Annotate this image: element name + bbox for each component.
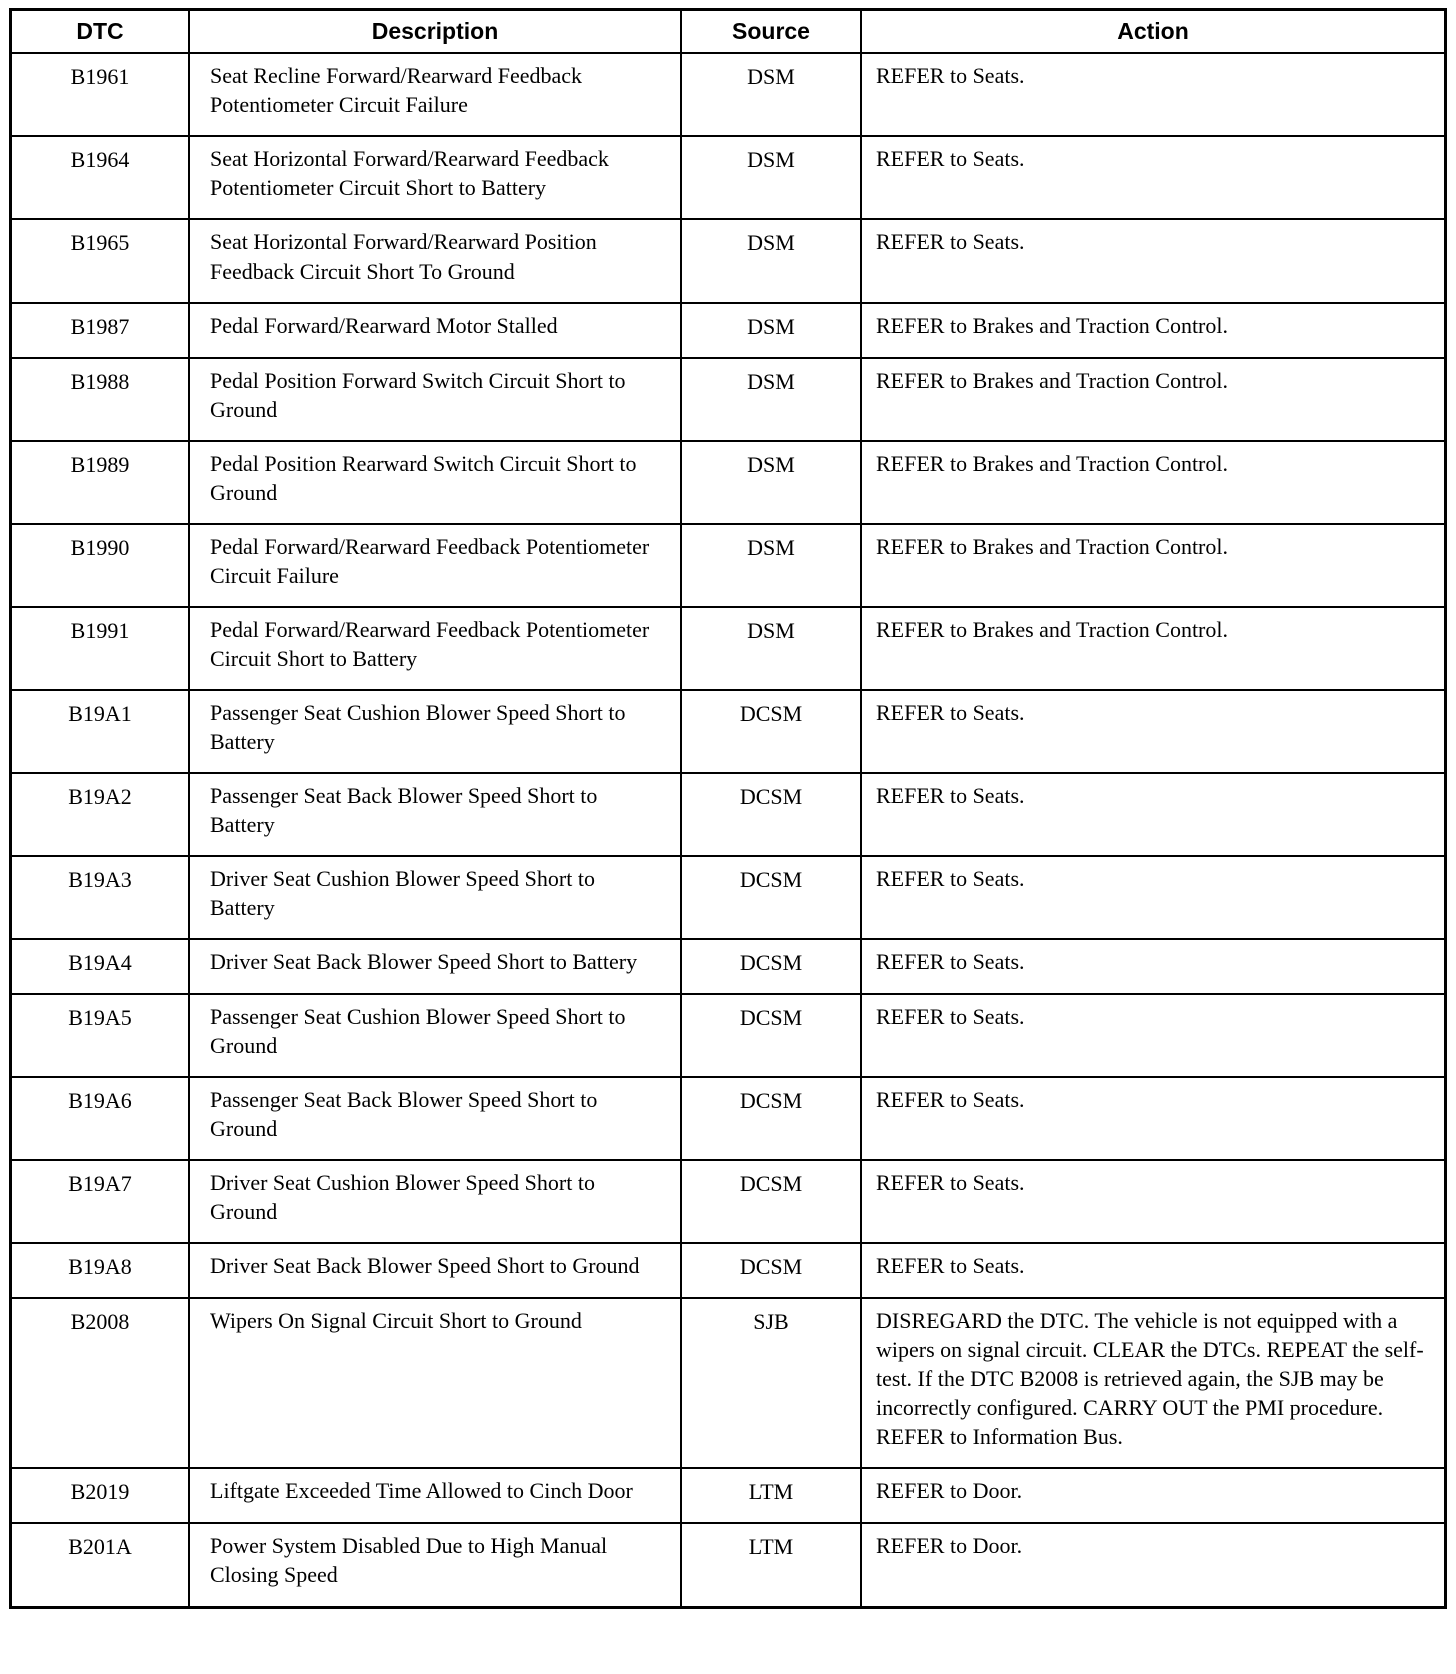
table-row [11, 773, 1446, 856]
description-cell: Seat Recline Forward/Rearward Feedback Potentiometer Circuit Failure [189, 53, 681, 136]
action-cell: REFER to Seats. [861, 773, 1446, 856]
action-cell: REFER to Seats. [861, 856, 1446, 939]
description-cell: Passenger Seat Back Blower Speed Short to Battery [189, 773, 681, 856]
description-cell: Wipers On Signal Circuit Short to Ground [189, 1298, 681, 1468]
dtc-cell: B19A2 [11, 773, 190, 856]
action-cell: REFER to Seats. [861, 1077, 1446, 1160]
description-cell: Passenger Seat Cushion Blower Speed Short to Battery [189, 690, 681, 773]
description-cell: Pedal Position Rearward Switch Circuit Short to Ground [189, 441, 681, 524]
action-cell: REFER to Seats. [861, 690, 1446, 773]
action-cell: REFER to Seats. [861, 1160, 1446, 1243]
dtc-cell: B1991 [11, 607, 190, 690]
action-cell: REFER to Brakes and Traction Control. [861, 441, 1446, 524]
source-cell: DCSM [681, 939, 861, 994]
table-row [11, 358, 1446, 441]
source-cell: DSM [681, 441, 861, 524]
dtc-cell: B19A1 [11, 690, 190, 773]
table-row [11, 1243, 1446, 1298]
source-cell: DSM [681, 358, 861, 441]
column-header-source: Source [681, 10, 861, 54]
source-cell: DCSM [681, 773, 861, 856]
dtc-cell: B1987 [11, 303, 190, 358]
dtc-cell: B1961 [11, 53, 190, 136]
source-cell: DCSM [681, 856, 861, 939]
dtc-cell: B2008 [11, 1298, 190, 1468]
dtc-cell: B19A6 [11, 1077, 190, 1160]
description-cell: Pedal Forward/Rearward Motor Stalled [189, 303, 681, 358]
table-row [11, 607, 1446, 690]
action-cell: REFER to Seats. [861, 994, 1446, 1077]
action-cell: REFER to Seats. [861, 219, 1446, 302]
source-cell: DSM [681, 136, 861, 219]
dtc-table [9, 8, 1447, 1609]
source-cell: LTM [681, 1468, 861, 1523]
table-row [11, 219, 1446, 302]
source-cell: DCSM [681, 1160, 861, 1243]
table-row [11, 524, 1446, 607]
action-cell: REFER to Brakes and Traction Control. [861, 524, 1446, 607]
source-cell: DCSM [681, 1243, 861, 1298]
source-cell: DCSM [681, 690, 861, 773]
column-header-dtc: DTC [11, 10, 190, 54]
description-cell: Liftgate Exceeded Time Allowed to Cinch Door [189, 1468, 681, 1523]
description-cell: Driver Seat Cushion Blower Speed Short to Battery [189, 856, 681, 939]
table-row [11, 994, 1446, 1077]
table-row [11, 136, 1446, 219]
action-cell: REFER to Brakes and Traction Control. [861, 358, 1446, 441]
description-cell: Driver Seat Back Blower Speed Short to Ground [189, 1243, 681, 1298]
dtc-cell: B201A [11, 1523, 190, 1607]
action-cell: REFER to Door. [861, 1468, 1446, 1523]
column-header-action: Action [861, 10, 1446, 54]
table-row [11, 1523, 1446, 1607]
table-row [11, 690, 1446, 773]
dtc-cell: B19A5 [11, 994, 190, 1077]
dtc-cell: B2019 [11, 1468, 190, 1523]
dtc-cell: B19A4 [11, 939, 190, 994]
description-cell: Passenger Seat Cushion Blower Speed Short to Ground [189, 994, 681, 1077]
dtc-cell: B19A8 [11, 1243, 190, 1298]
source-cell: DSM [681, 607, 861, 690]
column-header-description: Description [189, 10, 681, 54]
table-row [11, 441, 1446, 524]
action-cell: REFER to Seats. [861, 136, 1446, 219]
dtc-cell: B1990 [11, 524, 190, 607]
dtc-cell: B1964 [11, 136, 190, 219]
dtc-cell: B1988 [11, 358, 190, 441]
header-row [11, 10, 1446, 54]
dtc-cell: B1989 [11, 441, 190, 524]
table-row [11, 1468, 1446, 1523]
dtc-cell: B19A3 [11, 856, 190, 939]
description-cell: Driver Seat Cushion Blower Speed Short to Ground [189, 1160, 681, 1243]
description-cell: Seat Horizontal Forward/Rearward Feedback Potentiometer Circuit Short to Battery [189, 136, 681, 219]
source-cell: DSM [681, 303, 861, 358]
source-cell: LTM [681, 1523, 861, 1607]
dtc-cell: B19A7 [11, 1160, 190, 1243]
description-cell: Seat Horizontal Forward/Rearward Position Feedback Circuit Short To Ground [189, 219, 681, 302]
table-row [11, 856, 1446, 939]
table-row [11, 1160, 1446, 1243]
table-row [11, 1298, 1446, 1468]
table-row [11, 303, 1446, 358]
description-cell: Pedal Forward/Rearward Feedback Potentiometer Circuit Failure [189, 524, 681, 607]
table-row [11, 53, 1446, 136]
source-cell: DSM [681, 219, 861, 302]
action-cell: REFER to Door. [861, 1523, 1446, 1607]
table-row [11, 939, 1446, 994]
source-cell: DSM [681, 524, 861, 607]
description-cell: Power System Disabled Due to High Manual Closing Speed [189, 1523, 681, 1607]
table-row [11, 1077, 1446, 1160]
source-cell: DCSM [681, 1077, 861, 1160]
dtc-cell: B1965 [11, 219, 190, 302]
source-cell: DSM [681, 53, 861, 136]
description-cell: Pedal Forward/Rearward Feedback Potentiometer Circuit Short to Battery [189, 607, 681, 690]
action-cell: REFER to Brakes and Traction Control. [861, 607, 1446, 690]
action-cell: DISREGARD the DTC. The vehicle is not equipped with a wipers on signal circuit. CLEAR the DTCs. REPEAT the self-test. If the DTC B2008 is retrieved again, the SJB may be incorrectly configured. CARRY OUT the PMI procedure. REFER to Information Bus. [861, 1298, 1446, 1468]
action-cell: REFER to Seats. [861, 53, 1446, 136]
action-cell: REFER to Brakes and Traction Control. [861, 303, 1446, 358]
source-cell: DCSM [681, 994, 861, 1077]
description-cell: Pedal Position Forward Switch Circuit Short to Ground [189, 358, 681, 441]
description-cell: Driver Seat Back Blower Speed Short to Battery [189, 939, 681, 994]
source-cell: SJB [681, 1298, 861, 1468]
description-cell: Passenger Seat Back Blower Speed Short to Ground [189, 1077, 681, 1160]
action-cell: REFER to Seats. [861, 939, 1446, 994]
action-cell: REFER to Seats. [861, 1243, 1446, 1298]
